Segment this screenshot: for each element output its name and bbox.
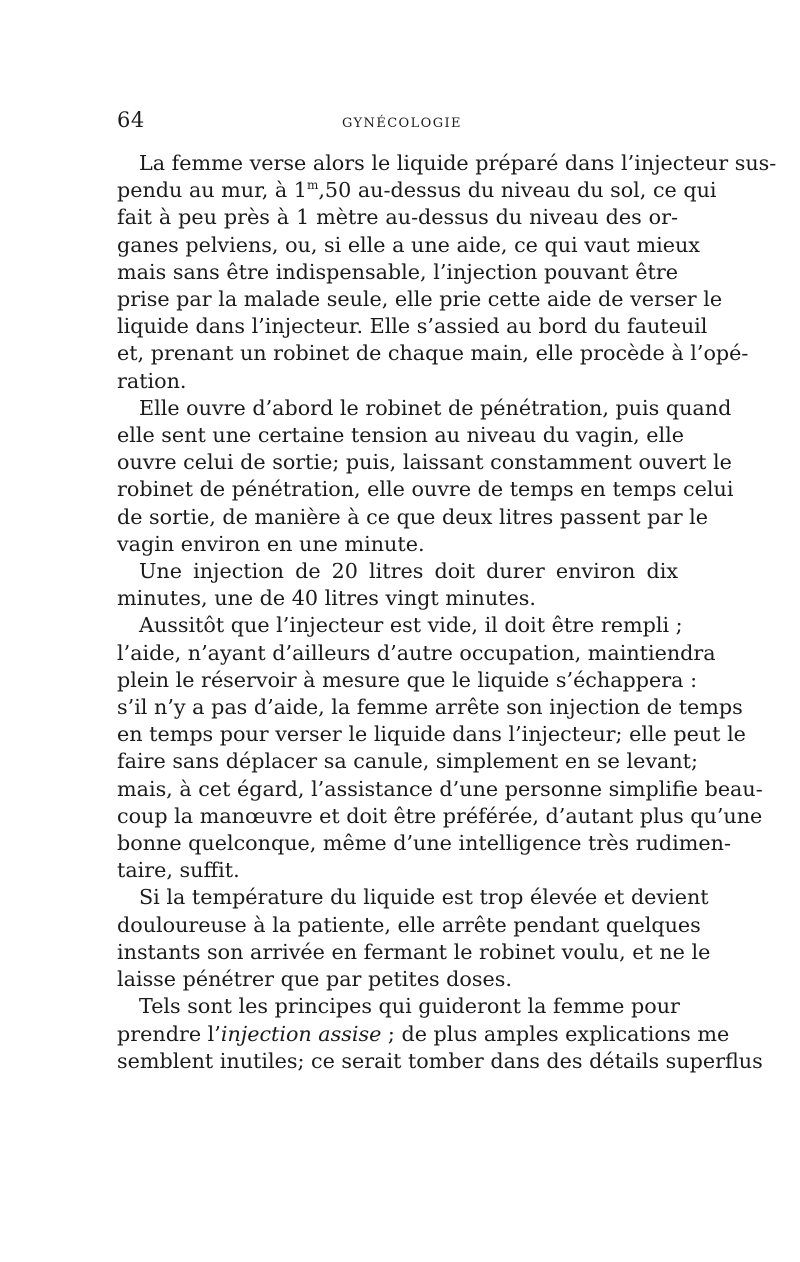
text-line: mais sans être indispensable, l’injection pouvant être [117, 259, 678, 284]
text-line: bonne quelconque, même d’une intelligence très rudimen- [117, 831, 731, 856]
text-line: Tels sont les principes qui guideront la femme pour [139, 994, 680, 1019]
text-line: coup la manœuvre et doit être préférée, d’autant plus qu’une [117, 803, 763, 828]
text-line-part: ; de plus amples explications me [381, 1021, 730, 1046]
text-line: prise par la malade seule, elle prie cette aide de verser le [117, 287, 723, 312]
text-line: taire, suffit. [117, 858, 240, 883]
paragraph-1 [117, 150, 777, 395]
text-line-part: prendre l’ [117, 1021, 221, 1046]
paragraph-3 [117, 558, 678, 612]
text-line: l’aide, n’ayant d’ailleurs d’autre occupation, maintiendra [117, 640, 716, 665]
text-line: en temps pour verser le liquide dans l’injecteur; elle peut le [117, 722, 746, 747]
body-text [117, 150, 777, 1075]
text-line: ouvre celui de sortie; puis, laissant constamment ouvert le [117, 450, 732, 475]
text-line: robinet de pénétration, elle ouvre de temps en temps celui [117, 477, 734, 502]
text-line: Si la température du liquide est trop élevée et devient [139, 885, 709, 910]
text-line [117, 1021, 730, 1048]
text-line: Aussitôt que l’injecteur est vide, il doit être rempli ; [139, 613, 683, 638]
paragraph-6 [117, 993, 763, 1075]
paragraph-5 [117, 884, 711, 993]
text-line: plein le réservoir à mesure que le liquide s’échappera : [117, 667, 698, 692]
text-line-part: ,50 au-dessus du niveau du sol, ce qui [318, 178, 717, 203]
page-number: 64 [117, 108, 145, 132]
paragraph-4 [117, 612, 763, 884]
italic-term: injection assise [220, 1021, 382, 1046]
page-header [117, 108, 685, 138]
text-line: de sortie, de manière à ce que deux litres passent par le [117, 504, 709, 529]
text-line: laisse pénétrer que par petites doses. [117, 967, 512, 992]
text-line: s’il n’y a pas d’aide, la femme arrête son injection de temps [117, 695, 743, 720]
text-line: vagin environ en une minute. [117, 531, 425, 556]
text-line: semblent inutiles; ce serait tomber dans des détails superflus [117, 1048, 763, 1073]
text-line [117, 177, 717, 204]
text-line-part: pendu au mur, à 1 [117, 178, 307, 203]
text-line: liquide dans l’injecteur. Elle s’assied au bord du fauteuil [117, 314, 708, 339]
paragraph-2 [117, 395, 734, 558]
text-line: et, prenant un robinet de chaque main, elle procède à l’opé- [117, 341, 749, 366]
text-line: ganes pelviens, ou, si elle a une aide, ce qui vaut mieux [117, 232, 700, 257]
text-line: elle sent une certaine tension au niveau du vagin, elle [117, 423, 684, 448]
text-line: Une injection de 20 litres doit durer environ dix [139, 559, 678, 584]
text-line: Elle ouvre d’abord le robinet de pénétration, puis quand [139, 395, 732, 420]
text-line: mais, à cet égard, l’assistance d’une personne simplifie beau- [117, 776, 763, 801]
text-line: faire sans déplacer sa canule, simplement en se levant; [117, 749, 698, 774]
text-line: fait à peu près à 1 mètre au-dessus du niveau des or- [117, 205, 678, 230]
running-head: GYNÉCOLOGIE [342, 116, 462, 131]
text-line: La femme verse alors le liquide préparé dans l’injecteur sus- [139, 151, 777, 175]
superscript-m: m [306, 178, 319, 193]
text-line: douloureuse à la patiente, elle arrête pendant quelques [117, 912, 701, 937]
text-line: minutes, une de 40 litres vingt minutes. [117, 586, 536, 611]
text-line: instants son arrivée en fermant le robinet voulu, et ne le [117, 939, 711, 964]
text-line: ration. [117, 368, 187, 393]
